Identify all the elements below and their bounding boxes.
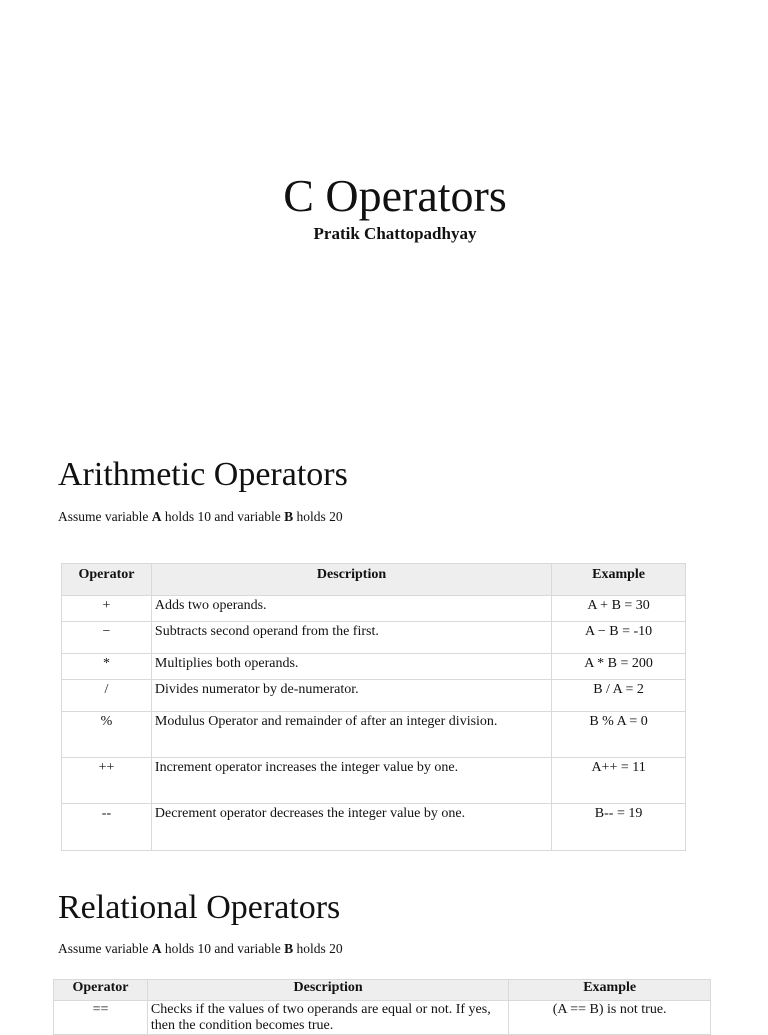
table-row bbox=[62, 712, 686, 758]
example-cell: (A == B) is not true. bbox=[509, 1001, 711, 1035]
var-a: A bbox=[151, 941, 162, 956]
description-cell: Adds two operands. bbox=[151, 596, 551, 622]
note-text: Assume variable bbox=[58, 941, 152, 956]
table-header-row bbox=[54, 980, 711, 1001]
relational-operators-table bbox=[53, 979, 711, 1035]
arithmetic-note bbox=[58, 508, 343, 526]
header-description: Description bbox=[147, 980, 508, 1001]
relational-note bbox=[58, 940, 343, 958]
table-row bbox=[62, 596, 686, 622]
var-b: B bbox=[284, 509, 294, 524]
document-author: Pratik Chattopadhyay bbox=[313, 224, 477, 243]
description-cell: Divides numerator by de-numerator. bbox=[151, 680, 551, 712]
document-title: C Operators bbox=[283, 170, 507, 221]
example-cell: A++ = 11 bbox=[552, 758, 686, 804]
var-b: B bbox=[284, 941, 294, 956]
note-text: Assume variable bbox=[58, 509, 152, 524]
operator-cell: ++ bbox=[62, 758, 152, 804]
note-text: holds 10 and variable bbox=[161, 509, 285, 524]
table-row bbox=[62, 804, 686, 851]
example-cell: A − B = -10 bbox=[552, 622, 686, 654]
note-text: holds 20 bbox=[293, 509, 343, 524]
header-operator: Operator bbox=[62, 564, 152, 596]
table-row bbox=[62, 758, 686, 804]
table-row bbox=[54, 1001, 711, 1035]
arithmetic-heading: Arithmetic Operators bbox=[58, 456, 348, 493]
header-description: Description bbox=[151, 564, 551, 596]
example-cell: A + B = 30 bbox=[552, 596, 686, 622]
table-row bbox=[62, 654, 686, 680]
note-text: holds 20 bbox=[293, 941, 343, 956]
description-cell: Multiplies both operands. bbox=[151, 654, 551, 680]
operator-cell: − bbox=[62, 622, 152, 654]
table-header-row bbox=[62, 564, 686, 596]
relational-heading: Relational Operators bbox=[58, 889, 341, 926]
note-text: holds 10 and variable bbox=[161, 941, 285, 956]
header-operator: Operator bbox=[54, 980, 148, 1001]
arithmetic-operators-table bbox=[61, 563, 686, 851]
example-cell: B-- = 19 bbox=[552, 804, 686, 851]
description-cell: Decrement operator decreases the integer value by one. bbox=[151, 804, 551, 851]
description-cell: Modulus Operator and remainder of after an integer division. bbox=[151, 712, 551, 758]
example-cell: B % A = 0 bbox=[552, 712, 686, 758]
example-cell: A * B = 200 bbox=[552, 654, 686, 680]
example-cell: B / A = 2 bbox=[552, 680, 686, 712]
operator-cell: / bbox=[62, 680, 152, 712]
table-row bbox=[62, 680, 686, 712]
operator-cell: -- bbox=[62, 804, 152, 851]
header-example: Example bbox=[509, 980, 711, 1001]
operator-cell: + bbox=[62, 596, 152, 622]
operator-cell: == bbox=[54, 1001, 148, 1035]
operator-cell: % bbox=[62, 712, 152, 758]
operator-cell: * bbox=[62, 654, 152, 680]
table-row bbox=[62, 622, 686, 654]
description-cell: Increment operator increases the integer value by one. bbox=[151, 758, 551, 804]
header-example: Example bbox=[552, 564, 686, 596]
description-cell: Checks if the values of two operands are equal or not. If yes, then the condition becomes true. bbox=[147, 1001, 508, 1035]
var-a: A bbox=[151, 509, 162, 524]
description-cell: Subtracts second operand from the first. bbox=[151, 622, 551, 654]
